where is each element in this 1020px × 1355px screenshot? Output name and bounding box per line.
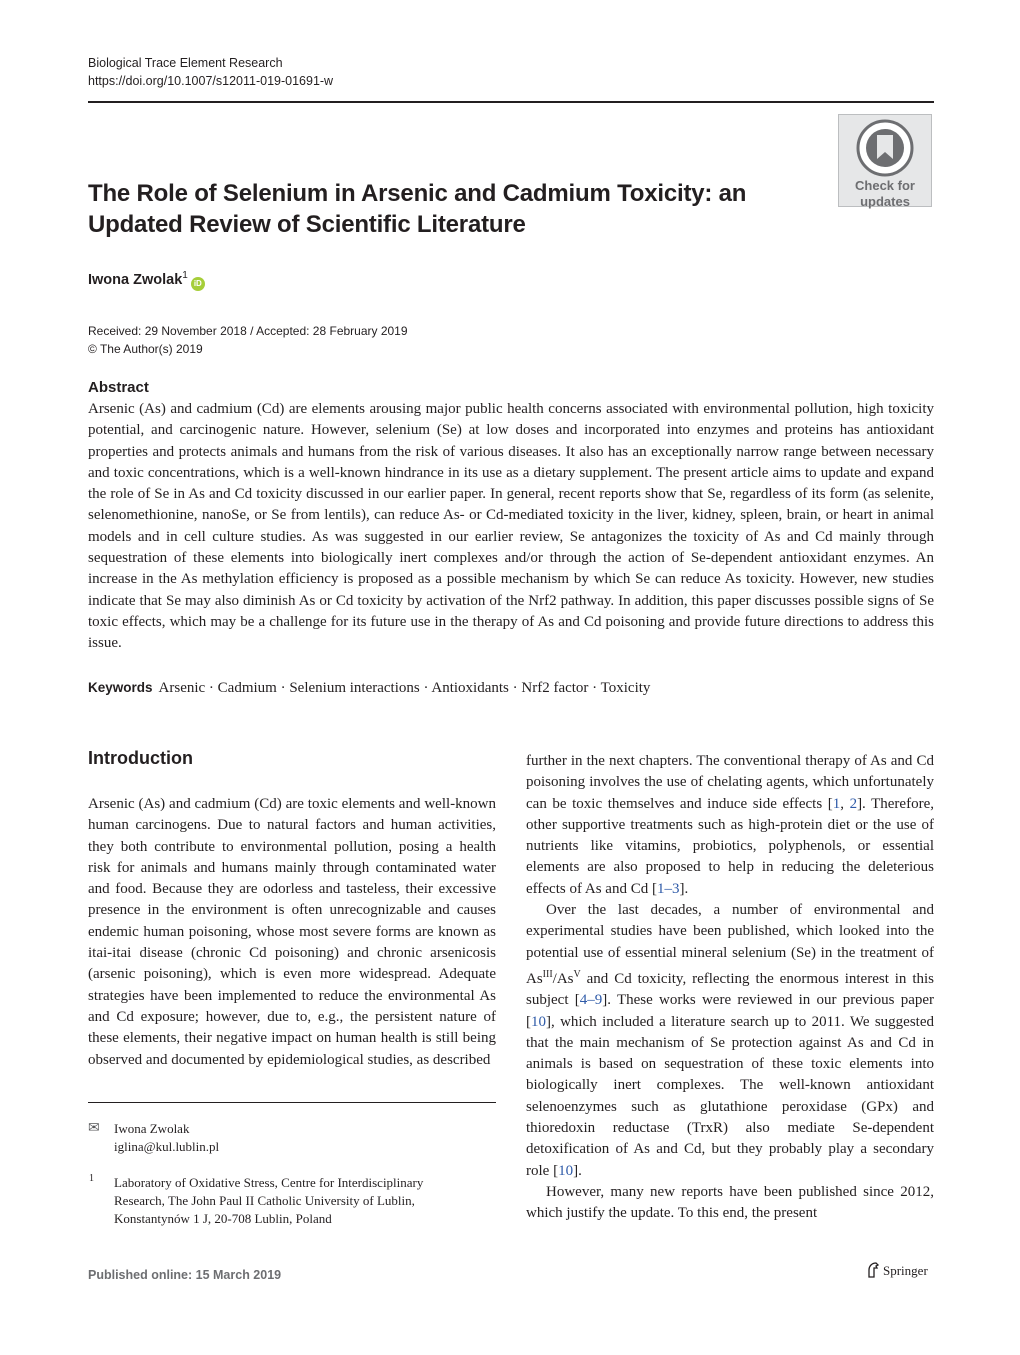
- intro-paragraph-2: [526, 751, 934, 900]
- keywords-heading: Keywords: [88, 680, 153, 695]
- abstract-text: Arsenic (As) and cadmium (Cd) are elements arousing major public health concerns associated with environmental pollution, high toxicity potential, and carcinogenic nature. However, selenium (Se) at low doses and incorporated into enzymes and proteins has antioxidant properties and protects animals and humans from the risk of various diseases. It also has an exceptionally narrow range between necessary and toxic concentrations, which is a well-known hindrance in its use as a dietary supplement. The present article aims to update and expand the role of Se in As and Cd toxicity discussed in our earlier paper. In general, recent reports show that Se, regardless of its form (as selenite, selenomethionine, nanoSe, or Se from lentils), can reduce As- or Cd-mediated toxicity in the liver, kidney, spleen, brain, or heart in animal models and in cell culture studies. As was suggested in our earlier review, Se antagonizes the toxicity of As and Cd mainly through sequestration of these elements into biologically inert complexes and/or through the action of Se-dependent antioxidant enzymes. An increase in the As methylation efficiency is proposed as a possible mechanism by which Se can reduce As toxicity. However, new studies indicate that Se may also diminish As or Cd toxicity by activation of the Nrf2 pathway. In addition, this paper discusses possible signs of Se toxic effects, which may be a challenge for its future use in the therapy of As and Cd poisoning and provide future directions to address this issue.: [88, 401, 934, 652]
- published-online: Published online: 15 March 2019: [88, 1268, 282, 1282]
- citation-link[interactable]: 1: [832, 795, 841, 812]
- contact-email[interactable]: iglina@kul.lublin.pl: [114, 1139, 220, 1154]
- abstract-heading: Abstract: [88, 379, 149, 396]
- text-run: ]. Therefore, other supportive treatments such as high-protein diet or the use of nutrients like vitamins, probiotics, polyphenols, or essential elements are also proposed to help in reducing the deleterious effects of As and Cd [: [526, 795, 934, 897]
- text-run: ].: [573, 1162, 582, 1179]
- intro-paragraph-1: Arsenic (As) and cadmium (Cd) are toxic elements and well-known human carcinogens. Due to natural factors and human activities, they both contribute to environmental pollution, posing a health risk for animals and humans mainly through contaminated water and food. Because they are odorless and tasteless, their excessive presence in the environment is often unrecognizable and causes endemic human poisoning, whose most severe forms are known as itai-itai disease (chronic Cd poisoning) and chronic arsenicosis (arsenic poisoning), which is even more widespread. Adequate strategies have been implemented to reduce the environmental As and Cd exposure; however, due to, e.g., the persistent nature of these elements, their negative impact on human health is still being observed and documented by epidemiological studies, as described: [88, 796, 496, 1068]
- journal-header: [88, 54, 333, 90]
- keywords: [88, 678, 934, 698]
- text-run: and Cd toxicity, reflecting the enormous interest in this subject [: [526, 970, 934, 1009]
- contact-name: Iwona Zwolak: [114, 1121, 190, 1136]
- article-dates: [88, 322, 408, 358]
- text-run: Over the last decades, a number of environmental and experimental studies have been published, which looked into the potential use of essential mineral selenium (Se) in the treatment of As: [526, 902, 934, 987]
- copyright: © The Author(s) 2019: [88, 342, 203, 356]
- introduction-heading: Introduction: [88, 748, 193, 768]
- affiliation-line: Research, The John Paul II Catholic University of Lublin,: [114, 1193, 415, 1208]
- springer-horse-icon: [866, 1262, 880, 1278]
- keywords-list: Arsenic · Cadmium · Selenium interactions · Antioxidants · Nrf2 factor · Toxicity: [158, 680, 651, 696]
- text-run: ].: [679, 880, 689, 897]
- citation-link[interactable]: 2: [849, 795, 858, 812]
- body-column-right: [526, 751, 934, 1225]
- affiliation-number: 1: [89, 1173, 94, 1184]
- envelope-icon: ✉: [88, 1121, 100, 1136]
- crossmark-icon: [854, 119, 916, 177]
- affiliation-line: Laboratory of Oxidative Stress, Centre for Interdisciplinary: [114, 1175, 424, 1190]
- footnote-rule: [88, 1102, 496, 1103]
- author-line: [88, 270, 205, 291]
- received-accepted: Received: 29 November 2018 / Accepted: 28 February 2019: [88, 324, 408, 338]
- corresponding-contact: [114, 1120, 219, 1156]
- author-name[interactable]: Iwona Zwolak: [88, 271, 183, 288]
- article-title: The Role of Selenium in Arsenic and Cadmium Toxicity: an Updated Review of Scientific Literature: [88, 180, 747, 238]
- text-run: further in the next chapters. The conventional therapy of As and Cd poisoning involves the use of chelating agents, which unfortunately can be toxic themselves and induce side effects [: [526, 753, 934, 812]
- badge-line2: updates: [860, 194, 910, 209]
- publisher-logo: [866, 1262, 928, 1279]
- citation-link[interactable]: 4–9: [579, 992, 603, 1009]
- affiliation-line: Konstantynów 1 J, 20-708 Lublin, Poland: [114, 1211, 332, 1226]
- text-run: /As: [552, 970, 574, 987]
- text-run: ]. These works were reviewed in our previous paper [: [526, 992, 935, 1030]
- intro-paragraph-4: However, many new reports have been published since 2012, which justify the update. To this end, the present: [526, 1183, 934, 1222]
- badge-line1: Check for: [855, 178, 915, 193]
- superscript: III: [542, 968, 553, 980]
- author-affiliation-mark: 1: [182, 270, 188, 281]
- citation-link[interactable]: 10: [558, 1162, 574, 1179]
- text-run: ,: [840, 795, 850, 812]
- citation-link[interactable]: 1–3: [656, 880, 680, 897]
- orcid-icon[interactable]: iD: [191, 277, 205, 291]
- text-run: ], which included a literature search up to 2011. We suggested that the main mechanism of Se protection against As and Cd in animals is based on sequestration of these toxic elements into biologically inert complexes. The well-known antioxidant selenoenzymes such as glutathione peroxidase (GPx) and thioredoxin reductase (TrxR) also mediate Se-dependent detoxification of As and Cd, but they probably play a secondary role [: [526, 1013, 934, 1179]
- intro-paragraph-3: [526, 900, 934, 1182]
- header-rule: [88, 101, 934, 103]
- journal-name: Biological Trace Element Research: [88, 56, 283, 70]
- affiliation: [114, 1174, 484, 1228]
- publisher-name: Springer: [883, 1263, 928, 1278]
- citation-link[interactable]: 10: [531, 1013, 546, 1030]
- superscript: V: [573, 968, 581, 980]
- check-for-updates-badge[interactable]: [838, 114, 932, 207]
- body-column-left: [88, 794, 496, 1071]
- doi-link[interactable]: https://doi.org/10.1007/s12011-019-01691-w: [88, 74, 334, 88]
